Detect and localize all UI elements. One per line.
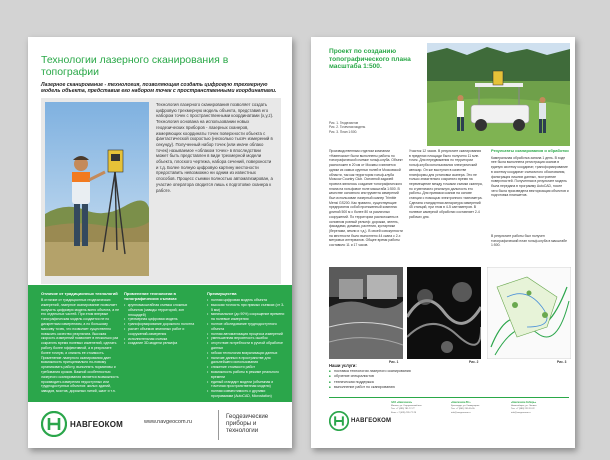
office-line: info@navgeocom.ru — [511, 411, 531, 414]
figure-label: Рис. 1 — [389, 360, 399, 364]
footer-divider — [218, 410, 219, 440]
application-item: • расчет объемов земляных работ и сооружений-измерения — [124, 327, 202, 337]
caption: Рис. 3. План 1:500. — [329, 129, 358, 134]
photo-text-box — [41, 98, 281, 284]
office-line: Тел: +7 (861) 255-55-55 — [451, 408, 475, 411]
column-text: В отличие от традиционных геодезических измерений, лазерное сканирование позволяет получить цифровую модель всего объекта, а не его отдельных частей. При этом впервые топографическая модель создается не по дискретным измерениям, а по большому массиву точек, что позволяет существенно повысить качество результата. Высокая скорость измерений позволяет в несколько раз сократить время полевых изменений, сделать работу более эффективной, а в результате более точную, и снизить ее стоимость. Применение лазерного сканирования дает возможность принципиально по-новому организовать работу, выполнять нормативы и требования сроков. Важной особенностью лазерного сканирования является возможность производить измерения недоступных или труднодоступных объектов: жилых зданий, заводов, мостов, дорожных линий, шахт и т.п. — [41, 298, 120, 394]
services-heading: Наши услуги: — [329, 363, 357, 368]
service-item: ■ техническая поддержка — [329, 380, 411, 385]
advantage-item: • полное обследование труднодоступного объекта — [207, 322, 285, 332]
office-line: Новосибирск, ул. Ленина — [511, 405, 537, 408]
left-footer — [28, 402, 292, 448]
page-title: Технологии лазерного сканирования в топографии — [41, 54, 229, 78]
office-name: ЗАО «Навгеоком» — [391, 401, 413, 404]
green-info-band — [28, 285, 292, 402]
office-line: Факс: +7 (495) 781-77-78 — [391, 411, 416, 414]
figure-captions — [329, 121, 365, 134]
advantage-item: • полная совместимость с другими программами (AutoCAD, Microstation) — [207, 389, 285, 399]
service-item: ■ выполнение работ по сканированию — [329, 385, 411, 390]
office-line: Тел: +7 (495) 781-77-77 — [391, 408, 415, 411]
office-contact — [451, 401, 507, 415]
advantage-item: • наличие данных в пространстве для дальнейшего использования — [207, 356, 285, 366]
left-page — [28, 37, 292, 448]
text-column-2: Участок 12 часов. В результате сканирования в пределах площади было получено 11 млн. точек. Для передвижения по территории гольф-клуба использовался электрический автокар. Он же выступил в качестве платформы для установки сканера. Это не только значительно сократило время на перемещение между точками съемки сканера, но и увеличило реальную дальность его работы. Для привязки сканов на основе станции с помощью электронного тахеометра. Сделана стандартная аппаратура измерений 45 станций, при этом в 4-5 сантиметров. В полевое камерной обработки составляет 2-4 рабочих дня. — [409, 149, 483, 219]
office-name: «Навгеоком-Юг» — [451, 401, 471, 404]
advantage-item: • полная цифровая модель объекта — [207, 298, 285, 303]
results-heading: Результаты сканирования и обработки — [491, 148, 569, 153]
applications-list — [124, 303, 202, 346]
advantage-item: • полная автоматизация процесса измерений — [207, 332, 285, 337]
intro-text: Лазерное сканирование - технология, позволяющая создать цифровую трехмерную модель объекта, представив его набором точек с пространственными координатами. — [41, 82, 277, 95]
column-heading: Отличие от традиционных технологий — [41, 291, 118, 296]
advantage-item: • высокая точность при прямых съемках (от 3-5 мм) — [207, 303, 285, 313]
office-line: Тел: +7 (383) 222-22-22 — [511, 408, 535, 411]
website-link[interactable]: www.navgeocom.ru — [144, 419, 192, 425]
figure-1-building-scan — [329, 267, 403, 359]
application-item: • трансформирование дорожного полотна — [124, 322, 202, 327]
office-name: «Навгеоком-Сибирь» — [511, 401, 537, 404]
golf-cart-scanner-photo — [427, 43, 570, 146]
column-heading: Применение технологии в топографических съемках — [124, 291, 177, 301]
advantages-list — [207, 298, 285, 399]
application-item: • исполнительная съемка — [124, 337, 202, 342]
office-line: info@navgeocom.ru — [451, 411, 471, 414]
caption: Рис. 2. Точечная модель — [329, 125, 366, 130]
service-item: ■ поставка технологии лазерного сканирования — [329, 369, 411, 374]
services-block — [329, 363, 411, 390]
application-item: • крупномасштабная съемка сложных объектов (заводы территорий, зон площадей) — [124, 303, 202, 317]
figure-2-point-cloud — [407, 267, 481, 359]
advantage-item: • возможность работы в режиме реального времени — [207, 370, 285, 380]
advantage-item: • гибкая технология визуализации данных — [207, 351, 285, 356]
figure-label: Рис. 2 — [469, 360, 479, 364]
company-logo — [41, 411, 123, 437]
column-heading: Преимущества — [207, 291, 237, 296]
advantage-item: • уменьшенная вероятность ошибок — [207, 336, 285, 341]
results-text: Камеральная обработка заняла 1 день. В ходе нее была выполнена регистрация сканов в единую систему координат, трансформирование в систему координат съемочного обоснования, фильтрация лишних данных, построение поверхностей. Полученная в результате модель была передана в программу AutoCAD, после чего была произведена векторизация объектов и подготовка планшетов. — [491, 155, 569, 198]
services-list — [329, 369, 411, 390]
results-summary: В результате работы был получен топографический план гольф-клуба в масштабе 1:500. — [491, 234, 568, 248]
company-logo — [329, 411, 391, 431]
text-column-1: Производственным отделом компании «Навгеоком» были выполнены работы по топографической съемке гольф-клуба. Объект расположен в 20 км от Москвы и является одним из самых крупных полей в Московской области, так как территория гольф-клуба Moscow Country Club. Основной задачей проекта являлось создание топографического плана на гольфовое поле масштаба 1:500. В качестве основного инструмента измерений был использован лазерный сканер Trimble Mensi GS200. Как правило, существующие предприятия собой протяженный комплекс длиной 500 м с более 80 га различных сооружений. По территории расположены в основном ровный рельеф: дорожки, зелень, фасадами, домами, растения, кустарники (берегами, земли и т.д.). В своей совокупности на местности было выполнено 44 скана с 2-х метровых интервалов. Общее время работы составило 11 и 17 часов. — [329, 149, 403, 248]
advantage-item: • отсутствие потребности в ручной обработке данных — [207, 341, 285, 351]
application-item: • трехмерная цифровая модель — [124, 317, 202, 322]
footer-line — [329, 397, 569, 398]
figure-3-topographic-plan — [487, 267, 571, 359]
logo-text: НАВГЕОКОМ — [70, 419, 123, 429]
logo-text: НАВГЕОКОМ — [351, 418, 392, 424]
office-line: Краснодар, ул. Коммунаров — [451, 405, 480, 408]
office-contact — [511, 401, 567, 415]
office-line: Москва, ул. Серпуховский вал — [391, 405, 422, 408]
advantage-item: • единый стандарт модели (объемная и точечная пространственная модели) — [207, 380, 285, 390]
right-footer — [311, 397, 575, 448]
slogan: Геодезические приборы и технологии — [226, 413, 269, 434]
application-item: • создание 3D-модели рельефа — [124, 341, 202, 346]
column-advantages — [207, 291, 285, 399]
advantage-item: • снижение стоимости работ — [207, 365, 285, 370]
column-applications — [124, 291, 202, 346]
service-item: ■ обучение специалистов — [329, 374, 411, 379]
body-text: Технология лазерного сканирования позволяет создать цифровую трехмерную модель объекта, представив его набором точек с пространственными координатами (x,y,z). Технология основана на использовании новых геодезических приборов - лазерных сканеров, измеряющих координаты точек поверхности объекта с фантастической скоростью (несколько тысяч измерений в секунду). Полученный набор точек (или иначе облако точек) называемое «облаком точек» в впоследствии может быть представлен в виде трехмерной модели объекта, плоского чертежа, набора сечений, поверхности и т.д. Более полную цифровую картину местоности предоставить невозможно ни одним из известных способов. Процесс съемки полностью автоматизирован, а участие оператора сводится лишь к подготовке сканера к работе. — [156, 102, 274, 193]
office-contact — [391, 401, 447, 415]
advantage-item: • минимальное (до 90%) сокращение времени на полевые измерения — [207, 312, 285, 322]
caption: Рис. 1. Геодезистов — [329, 121, 359, 125]
navgeocom-logo-icon — [41, 411, 67, 437]
surveyor-photo — [45, 102, 149, 276]
navgeocom-logo-icon — [329, 411, 349, 431]
right-page — [311, 37, 575, 448]
column-differences — [41, 291, 119, 394]
figure-label: Рис. 3 — [557, 360, 567, 364]
project-title: Проект по созданию топографического плана масштаба 1:500. — [329, 48, 411, 71]
text-column-3 — [491, 149, 569, 248]
